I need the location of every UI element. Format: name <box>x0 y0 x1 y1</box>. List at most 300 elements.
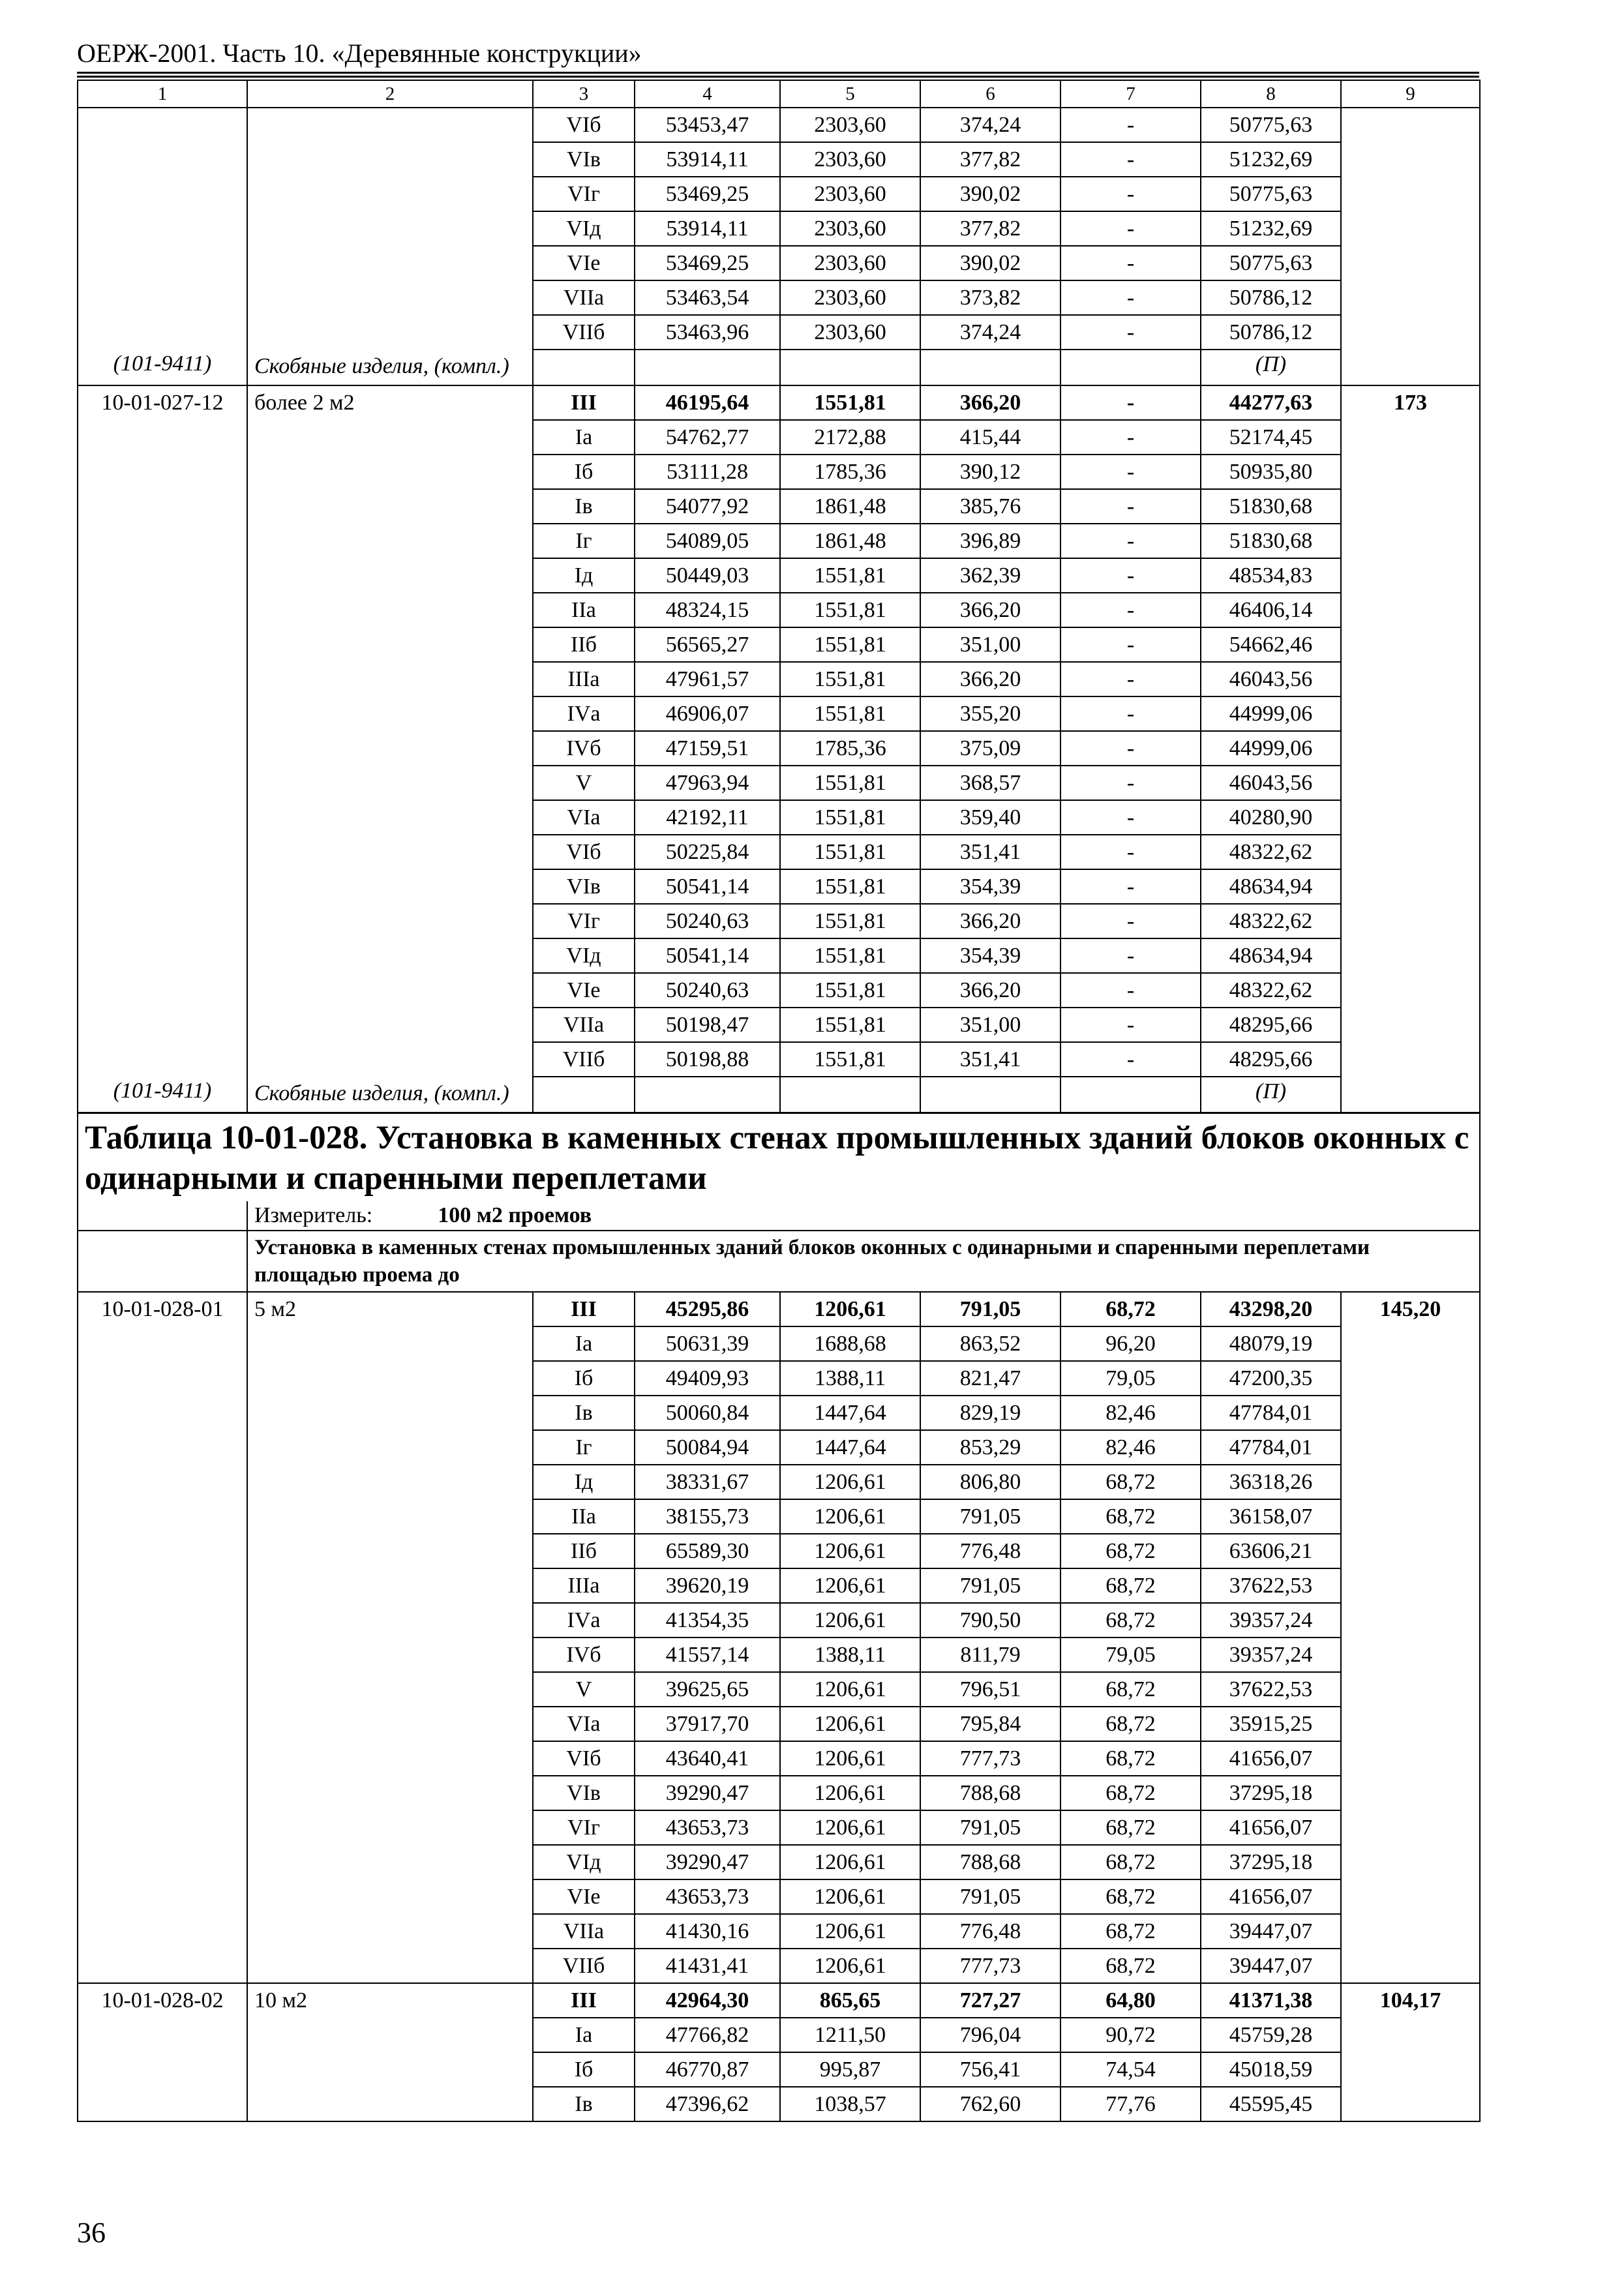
value-cell: 1447,64 <box>780 1430 920 1465</box>
value-cell: 354,39 <box>920 938 1060 973</box>
value-cell: 46406,14 <box>1201 593 1341 627</box>
code-cell: 10-01-027-12 <box>78 385 247 420</box>
value-cell: 377,82 <box>920 211 1060 246</box>
c9-cell <box>1341 627 1480 662</box>
value-cell: 68,72 <box>1060 1465 1201 1499</box>
value-cell: IVа <box>533 1603 635 1638</box>
value-cell: 2303,60 <box>780 280 920 315</box>
value-cell: 374,24 <box>920 315 1060 350</box>
name-cell <box>247 1949 533 1983</box>
value-cell: - <box>1060 696 1201 731</box>
table-row <box>78 835 1480 869</box>
name-cell <box>247 696 533 731</box>
hardware-code: (101-9411) <box>78 350 247 385</box>
value-cell: 39620,19 <box>635 1568 780 1603</box>
value-cell: 777,73 <box>920 1741 1060 1776</box>
table-row <box>78 1326 1480 1361</box>
value-cell: VIд <box>533 211 635 246</box>
value-cell: 54077,92 <box>635 489 780 524</box>
c9-cell <box>1341 420 1480 455</box>
table-row <box>78 1292 1480 1326</box>
name-cell <box>247 455 533 489</box>
value-cell: 51830,68 <box>1201 489 1341 524</box>
value-cell: Iг <box>533 1430 635 1465</box>
value-cell: Iв <box>533 2087 635 2121</box>
table-row <box>78 800 1480 835</box>
table-row <box>78 558 1480 593</box>
table-row <box>78 904 1480 938</box>
table-row <box>78 489 1480 524</box>
empty-cell <box>78 1231 247 1292</box>
value-cell: 82,46 <box>1060 1430 1201 1465</box>
value-cell: 811,79 <box>920 1638 1060 1672</box>
c9-cell: 173 <box>1341 385 1480 420</box>
empty-cell <box>78 1201 247 1231</box>
code-cell <box>78 1638 247 1672</box>
table-title-row <box>78 1113 1480 1202</box>
c9-cell <box>1341 696 1480 731</box>
name-cell: 10 м2 <box>247 1983 533 2018</box>
value-cell: 390,12 <box>920 455 1060 489</box>
code-cell <box>78 973 247 1008</box>
value-cell: 375,09 <box>920 731 1060 766</box>
value-cell: 68,72 <box>1060 1776 1201 1810</box>
value-cell: VIг <box>533 177 635 211</box>
value-cell: 47766,82 <box>635 2018 780 2052</box>
value-cell: 1206,61 <box>780 1672 920 1707</box>
table-row <box>78 211 1480 246</box>
value-cell: 1388,11 <box>780 1361 920 1396</box>
value-cell: - <box>1060 385 1201 420</box>
value-cell: 44999,06 <box>1201 696 1341 731</box>
value-cell: 48324,15 <box>635 593 780 627</box>
value-cell: 355,20 <box>920 696 1060 731</box>
value-cell: 39447,07 <box>1201 1949 1341 1983</box>
value-cell: 50786,12 <box>1201 315 1341 350</box>
c9-cell: 104,17 <box>1341 1983 1480 2018</box>
value-cell: V <box>533 1672 635 1707</box>
c9-cell <box>1341 108 1480 142</box>
c9-cell <box>1341 1776 1480 1810</box>
unit-value: 100 м2 проемов <box>438 1203 592 1227</box>
name-cell <box>247 1810 533 1845</box>
code-cell <box>78 1465 247 1499</box>
table-row <box>78 1879 1480 1914</box>
empty-cell <box>533 350 635 385</box>
table-row <box>78 2018 1480 2052</box>
code-cell <box>78 1776 247 1810</box>
value-cell: 791,05 <box>920 1879 1060 1914</box>
c9-cell <box>1341 280 1480 315</box>
table-row <box>78 1776 1480 1810</box>
value-cell: 68,72 <box>1060 1568 1201 1603</box>
value-cell: IVб <box>533 731 635 766</box>
code-cell <box>78 869 247 904</box>
value-cell: 1551,81 <box>780 904 920 938</box>
value-cell: Iа <box>533 1326 635 1361</box>
value-cell: 41430,16 <box>635 1914 780 1949</box>
value-cell: 1206,61 <box>780 1534 920 1568</box>
value-cell: 1206,61 <box>780 1568 920 1603</box>
value-cell: 1388,11 <box>780 1638 920 1672</box>
name-cell <box>247 835 533 869</box>
value-cell: 1206,61 <box>780 1949 920 1983</box>
value-cell: 43653,73 <box>635 1810 780 1845</box>
table-row <box>78 1042 1480 1077</box>
value-cell: 50541,14 <box>635 869 780 904</box>
name-cell <box>247 1879 533 1914</box>
value-cell: 36318,26 <box>1201 1465 1341 1499</box>
value-cell: 1206,61 <box>780 1603 920 1638</box>
c9-cell <box>1341 1568 1480 1603</box>
value-cell: 41656,07 <box>1201 1741 1341 1776</box>
value-cell: 415,44 <box>920 420 1060 455</box>
c9-cell <box>1341 662 1480 696</box>
table-row <box>78 1396 1480 1430</box>
value-cell: 47784,01 <box>1201 1396 1341 1430</box>
value-cell: 45595,45 <box>1201 2087 1341 2121</box>
name-cell <box>247 1396 533 1430</box>
c9-cell: 145,20 <box>1341 1292 1480 1326</box>
table-row <box>78 1914 1480 1949</box>
table-row <box>78 280 1480 315</box>
code-cell <box>78 2087 247 2121</box>
code-cell <box>78 489 247 524</box>
value-cell: Iв <box>533 1396 635 1430</box>
table-row <box>78 1603 1480 1638</box>
empty-cell <box>533 1077 635 1113</box>
value-cell: 366,20 <box>920 593 1060 627</box>
value-cell: 1551,81 <box>780 973 920 1008</box>
table-row <box>78 662 1480 696</box>
value-cell: 50225,84 <box>635 835 780 869</box>
table-row <box>78 2087 1480 2121</box>
value-cell: 50240,63 <box>635 973 780 1008</box>
name-cell <box>247 1914 533 1949</box>
value-cell: 829,19 <box>920 1396 1060 1430</box>
value-cell: 37622,53 <box>1201 1672 1341 1707</box>
c9-cell <box>1341 1949 1480 1983</box>
value-cell: VIIб <box>533 1042 635 1077</box>
name-cell <box>247 1638 533 1672</box>
value-cell: Iа <box>533 420 635 455</box>
value-cell: 1551,81 <box>780 593 920 627</box>
c9-cell <box>1341 142 1480 177</box>
value-cell: 41557,14 <box>635 1638 780 1672</box>
code-cell <box>78 1879 247 1914</box>
value-cell: 1206,61 <box>780 1741 920 1776</box>
value-cell: VIб <box>533 835 635 869</box>
name-cell <box>247 2087 533 2121</box>
rates-table <box>77 80 1481 2122</box>
name-cell <box>247 315 533 350</box>
value-cell: 46195,64 <box>635 385 780 420</box>
value-cell: 38331,67 <box>635 1465 780 1499</box>
name-cell <box>247 593 533 627</box>
page-number: 36 <box>77 2217 106 2249</box>
name-cell <box>247 1499 533 1534</box>
code-cell <box>78 142 247 177</box>
name-cell <box>247 1603 533 1638</box>
unit-cell <box>247 1201 1480 1231</box>
c9-cell <box>1341 1430 1480 1465</box>
name-cell <box>247 731 533 766</box>
value-cell: 68,72 <box>1060 1845 1201 1879</box>
code-cell <box>78 1499 247 1534</box>
value-cell: VIIб <box>533 1949 635 1983</box>
value-cell: Iб <box>533 455 635 489</box>
name-cell <box>247 142 533 177</box>
value-cell: 1551,81 <box>780 766 920 800</box>
value-cell: 68,72 <box>1060 1879 1201 1914</box>
c9-cell <box>1341 455 1480 489</box>
value-cell: IVб <box>533 1638 635 1672</box>
empty-cell <box>1060 350 1201 385</box>
value-cell: - <box>1060 1042 1201 1077</box>
value-cell: 50631,39 <box>635 1326 780 1361</box>
value-cell: 68,72 <box>1060 1534 1201 1568</box>
value-cell: 354,39 <box>920 869 1060 904</box>
table-row <box>78 315 1480 350</box>
value-cell: 1206,61 <box>780 1879 920 1914</box>
column-number: 2 <box>247 80 533 108</box>
value-cell: 37622,53 <box>1201 1568 1341 1603</box>
value-cell: 776,48 <box>920 1534 1060 1568</box>
value-cell: 351,00 <box>920 627 1060 662</box>
column-numbers-row <box>78 80 1480 108</box>
table-row <box>78 1008 1480 1042</box>
code-cell <box>78 835 247 869</box>
c9-cell <box>1341 1638 1480 1672</box>
value-cell: 42964,30 <box>635 1983 780 2018</box>
value-cell: 50198,47 <box>635 1008 780 1042</box>
value-cell: 48295,66 <box>1201 1008 1341 1042</box>
value-cell: 48322,62 <box>1201 904 1341 938</box>
value-cell: VIе <box>533 246 635 280</box>
value-cell: 2303,60 <box>780 315 920 350</box>
value-cell: 1206,61 <box>780 1707 920 1741</box>
table-row <box>78 1465 1480 1499</box>
value-cell: 368,57 <box>920 766 1060 800</box>
value-cell: 54089,05 <box>635 524 780 558</box>
table-row <box>78 869 1480 904</box>
value-cell: 68,72 <box>1060 1499 1201 1534</box>
value-cell: - <box>1060 800 1201 835</box>
value-cell: VIе <box>533 1879 635 1914</box>
value-cell: 48079,19 <box>1201 1326 1341 1361</box>
value-cell: 37917,70 <box>635 1707 780 1741</box>
code-cell <box>78 1845 247 1879</box>
name-cell <box>247 1568 533 1603</box>
value-cell: 762,60 <box>920 2087 1060 2121</box>
c9-cell <box>1341 1914 1480 1949</box>
value-cell: 50240,63 <box>635 904 780 938</box>
value-cell: 1861,48 <box>780 489 920 524</box>
value-cell: 2303,60 <box>780 142 920 177</box>
empty-cell <box>1060 1077 1201 1113</box>
c9-cell <box>1341 1534 1480 1568</box>
value-cell: - <box>1060 315 1201 350</box>
c9-cell <box>1341 1810 1480 1845</box>
value-cell: 38155,73 <box>635 1499 780 1534</box>
value-cell: 48295,66 <box>1201 1042 1341 1077</box>
value-cell: 45295,86 <box>635 1292 780 1326</box>
table-row <box>78 2052 1480 2087</box>
table-row <box>78 1430 1480 1465</box>
hardware-row <box>78 1077 1480 1113</box>
value-cell: IIIа <box>533 1568 635 1603</box>
value-cell: 45018,59 <box>1201 2052 1341 2087</box>
value-cell: 777,73 <box>920 1949 1060 1983</box>
value-cell: 36158,07 <box>1201 1499 1341 1534</box>
c9-cell <box>1341 246 1480 280</box>
value-cell: 50541,14 <box>635 938 780 973</box>
value-cell: 41371,38 <box>1201 1983 1341 2018</box>
c9-cell <box>1341 1499 1480 1534</box>
empty-cell <box>1341 1077 1480 1113</box>
value-cell: 51232,69 <box>1201 142 1341 177</box>
value-cell: - <box>1060 593 1201 627</box>
table-row <box>78 1707 1480 1741</box>
value-cell: 40280,90 <box>1201 800 1341 835</box>
name-cell <box>247 1707 533 1741</box>
table-row <box>78 524 1480 558</box>
value-cell: 53469,25 <box>635 246 780 280</box>
value-cell: VIIа <box>533 280 635 315</box>
value-cell: 1206,61 <box>780 1914 920 1949</box>
value-cell: 50084,94 <box>635 1430 780 1465</box>
code-cell <box>78 1810 247 1845</box>
value-cell: 68,72 <box>1060 1741 1201 1776</box>
value-cell: 385,76 <box>920 489 1060 524</box>
value-cell: 1785,36 <box>780 731 920 766</box>
code-cell <box>78 1603 247 1638</box>
name-cell <box>247 420 533 455</box>
value-cell: Iд <box>533 1465 635 1499</box>
value-cell: 791,05 <box>920 1568 1060 1603</box>
unit-row <box>78 1201 1480 1231</box>
value-cell: - <box>1060 420 1201 455</box>
value-cell: 776,48 <box>920 1914 1060 1949</box>
value-cell: 1551,81 <box>780 696 920 731</box>
name-cell <box>247 662 533 696</box>
hardware-name <box>247 1077 533 1113</box>
value-cell: VIв <box>533 1776 635 1810</box>
code-cell <box>78 627 247 662</box>
code-cell: 10-01-028-02 <box>78 1983 247 2018</box>
c9-cell <box>1341 766 1480 800</box>
value-cell: - <box>1060 558 1201 593</box>
code-cell <box>78 1707 247 1741</box>
code-cell <box>78 246 247 280</box>
unit-label: Измеритель: <box>254 1203 373 1227</box>
code-cell <box>78 1008 247 1042</box>
value-cell: 50775,63 <box>1201 246 1341 280</box>
value-cell: 41656,07 <box>1201 1879 1341 1914</box>
code-cell <box>78 455 247 489</box>
value-cell: 791,05 <box>920 1810 1060 1845</box>
value-cell: 377,82 <box>920 142 1060 177</box>
header-rule-top <box>77 72 1479 74</box>
code-cell <box>78 1361 247 1396</box>
value-cell: 47159,51 <box>635 731 780 766</box>
code-cell <box>78 2018 247 2052</box>
value-cell: 50198,88 <box>635 1042 780 1077</box>
value-cell: - <box>1060 455 1201 489</box>
table-row <box>78 1638 1480 1672</box>
column-number: 6 <box>920 80 1060 108</box>
name-cell <box>247 1741 533 1776</box>
value-cell: 46906,07 <box>635 696 780 731</box>
value-cell: 2172,88 <box>780 420 920 455</box>
value-cell: 39290,47 <box>635 1776 780 1810</box>
value-cell: 35915,25 <box>1201 1707 1341 1741</box>
code-cell <box>78 1568 247 1603</box>
value-cell: 42192,11 <box>635 800 780 835</box>
value-cell: 53453,47 <box>635 108 780 142</box>
value-cell: 53469,25 <box>635 177 780 211</box>
name-cell <box>247 1326 533 1361</box>
value-cell: 756,41 <box>920 2052 1060 2087</box>
value-cell: - <box>1060 246 1201 280</box>
value-cell: 995,87 <box>780 2052 920 2087</box>
value-cell: 1551,81 <box>780 1008 920 1042</box>
c9-cell <box>1341 593 1480 627</box>
value-cell: 68,72 <box>1060 1707 1201 1741</box>
table-row <box>78 1949 1480 1983</box>
c9-cell <box>1341 800 1480 835</box>
value-cell: 46043,56 <box>1201 766 1341 800</box>
c9-cell <box>1341 524 1480 558</box>
value-cell: 47784,01 <box>1201 1430 1341 1465</box>
value-cell: 351,41 <box>920 835 1060 869</box>
value-cell: 1551,81 <box>780 627 920 662</box>
table-title: Таблица 10-01-028. Установка в каменных стенах промышленных зданий блоков оконных с одинарными и спаренными переплетами <box>78 1113 1480 1202</box>
value-cell: 54662,46 <box>1201 627 1341 662</box>
c9-cell <box>1341 1361 1480 1396</box>
value-cell: 863,52 <box>920 1326 1060 1361</box>
table-row <box>78 455 1480 489</box>
name-cell <box>247 1534 533 1568</box>
table-row <box>78 593 1480 627</box>
empty-cell <box>635 350 780 385</box>
name-cell <box>247 2052 533 2087</box>
name-cell <box>247 1465 533 1499</box>
value-cell: 1688,68 <box>780 1326 920 1361</box>
value-cell: 68,72 <box>1060 1292 1201 1326</box>
name-cell: 5 м2 <box>247 1292 533 1326</box>
value-cell: 48634,94 <box>1201 938 1341 973</box>
empty-cell <box>780 350 920 385</box>
name-cell <box>247 800 533 835</box>
name-cell <box>247 1776 533 1810</box>
value-cell: VIд <box>533 1845 635 1879</box>
value-cell: 47396,62 <box>635 2087 780 2121</box>
hardware-mark: (П) <box>1201 1077 1341 1113</box>
c9-cell <box>1341 2018 1480 2052</box>
value-cell: Iб <box>533 2052 635 2087</box>
value-cell: 366,20 <box>920 904 1060 938</box>
code-cell <box>78 766 247 800</box>
value-cell: 1551,81 <box>780 662 920 696</box>
value-cell: 390,02 <box>920 246 1060 280</box>
table-row <box>78 627 1480 662</box>
value-cell: 45759,28 <box>1201 2018 1341 2052</box>
c9-cell <box>1341 315 1480 350</box>
value-cell: 37295,18 <box>1201 1845 1341 1879</box>
name-cell <box>247 108 533 142</box>
value-cell: 47200,35 <box>1201 1361 1341 1396</box>
